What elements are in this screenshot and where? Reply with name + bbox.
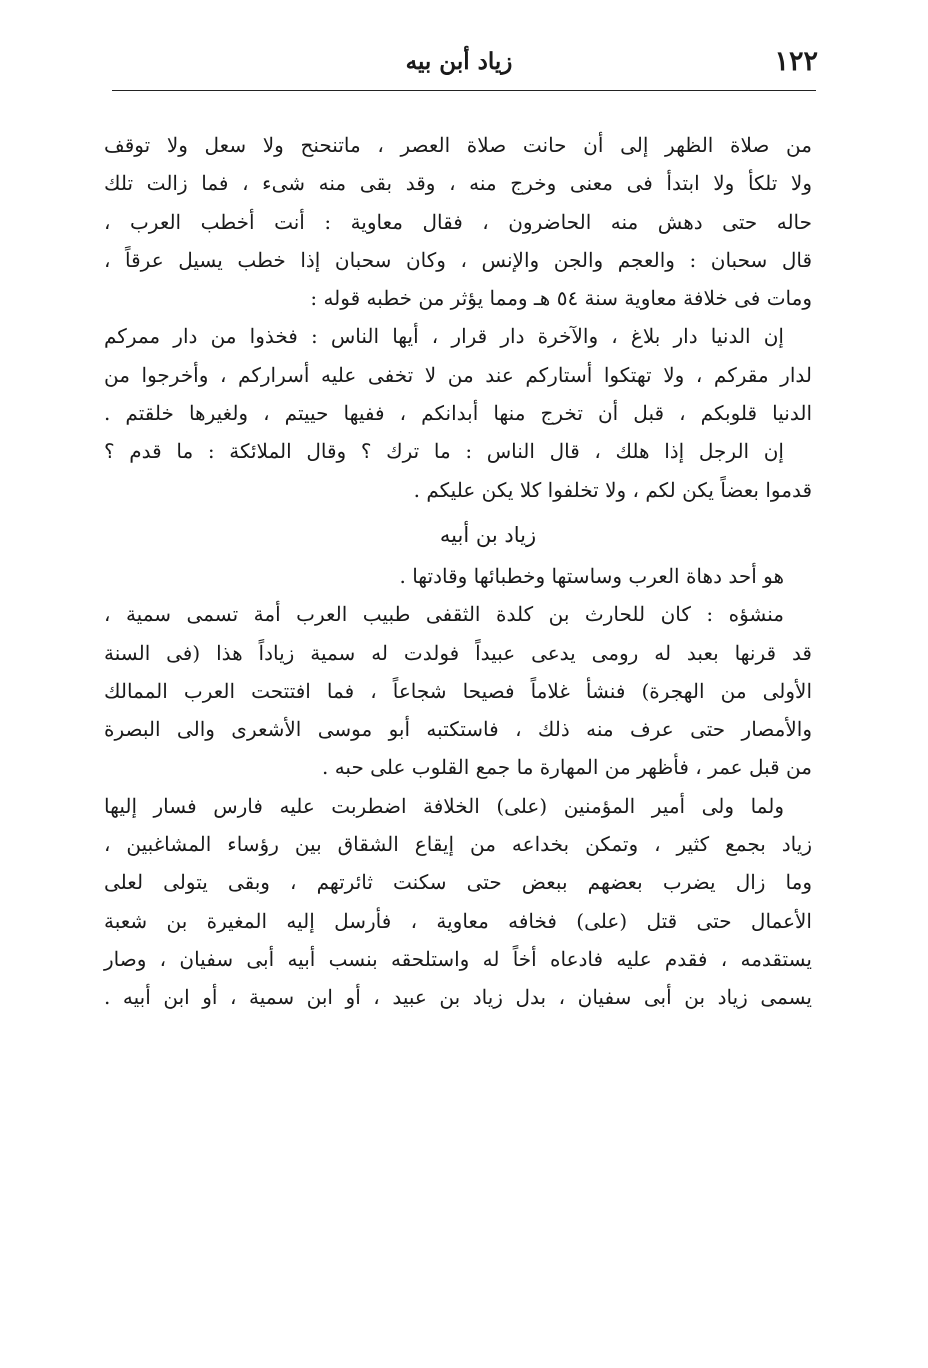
page-number: ١٢٢ — [774, 46, 818, 77]
text-line: منشؤه : كان للحارث بن كلدة الثقفى طبيب العرب أمة تسمى سمية ، — [104, 602, 784, 627]
text-line: وما زال يضرب بعضهم ببعض حتى سكنت ثائرتهم ، وبقى يتولى لعلى — [104, 870, 812, 895]
paragraph — [104, 432, 812, 509]
text-line: الأعمال حتى قتل (على) فخافه معاوية ، فأرسل إليه المغيرة بن شعبة — [104, 908, 812, 933]
paragraph — [104, 557, 812, 595]
text-line: إن الدنيا دار بلاغ ، والآخرة دار قرار ، أيها الناس : فخذوا من دار ممركم — [104, 324, 784, 349]
text-line: يستقدمه ، فقدم عليه فادعاه أخاً له واستلحقه بنسب أبيه أبى سفيان ، وصار — [104, 946, 812, 971]
text-line: هو أحد دهاة العرب وساستها وخطبائها وقادتها . — [399, 563, 784, 588]
running-title: زياد أبن بيه — [405, 48, 513, 75]
text-line: لدار مقركم ، ولا تهتكوا أستاركم عند من لا تخفى عليه أسراركم ، وأخرجوا من — [104, 362, 812, 387]
text-line: زياد بجمع كثير ، وتمكن بخداعه من إيقاع الشقاق بين رؤساء المشاغبين ، — [104, 832, 812, 857]
text-line: ولما ولى أمير المؤمنين (على) الخلافة اضطربت عليه فارس فسار إليها — [104, 793, 784, 818]
text-line: قد قرنها بعبد له رومى يدعى عبيداً فولدت له سمية زياداً هذا (فى السنة — [104, 640, 812, 665]
text-line: قدموا بعضاً يكن لكم ، ولا تخلفوا كلا يكن عليكم . — [413, 477, 812, 502]
text-line: الأولى من الهجرة) فنشأ غلاماً فصيحا شجاعاً ، فما افتتحت العرب الممالك — [104, 678, 812, 703]
text-line: الدنيا قلوبكم ، قبل أن تخرج منها أبدانكم ، ففيها حييتم ، ولغيرها خلقتم . — [104, 401, 812, 426]
paragraph — [104, 126, 812, 317]
paragraph — [104, 317, 812, 432]
text-line: حاله حتى دهش منه الحاضرون ، فقال معاوية : أنت أخطب العرب ، — [104, 209, 812, 234]
text-line: ولا تلكأ ولا ابتدأ فى معنى وخرج منه ، وقد بقى منه شىء ، فما زالت تلك — [104, 171, 812, 196]
text-line: يسمى زياد بن أبى سفيان ، بدل زياد بن عبيد ، أو ابن سمية ، أو ابن أبيه . — [104, 985, 812, 1010]
text-line: قال سحبان : والعجم والجن والإنس ، وكان سحبان إذا خطب يسيل عرقاً ، — [104, 247, 812, 272]
text-line: من صلاة الظهر إلى أن حانت صلاة العصر ، ماتنحنح ولا سعل ولا توقف — [104, 133, 812, 157]
header-rule — [112, 90, 816, 91]
text-line: ومات فى خلافة معاوية سنة ٥٤ هـ ومما يؤثر من خطبه قوله : — [310, 286, 812, 311]
paragraph — [104, 787, 812, 1017]
paragraph — [104, 595, 812, 786]
page-header — [100, 46, 818, 90]
body-text — [104, 126, 812, 1017]
text-line: والأمصار حتى عرف منه ذلك ، فاستكتبه أبو موسى الأشعرى والى البصرة — [104, 717, 812, 742]
section-title: زياد بن أبيه — [439, 522, 537, 547]
text-line: من قبل عمر ، فأظهر من المهارة ما جمع القلوب على حبه . — [321, 755, 812, 780]
text-line: إن الرجل إذا هلك ، قال الناس : ما ترك ؟ وقال الملائكة : ما قدم ؟ — [104, 439, 784, 464]
